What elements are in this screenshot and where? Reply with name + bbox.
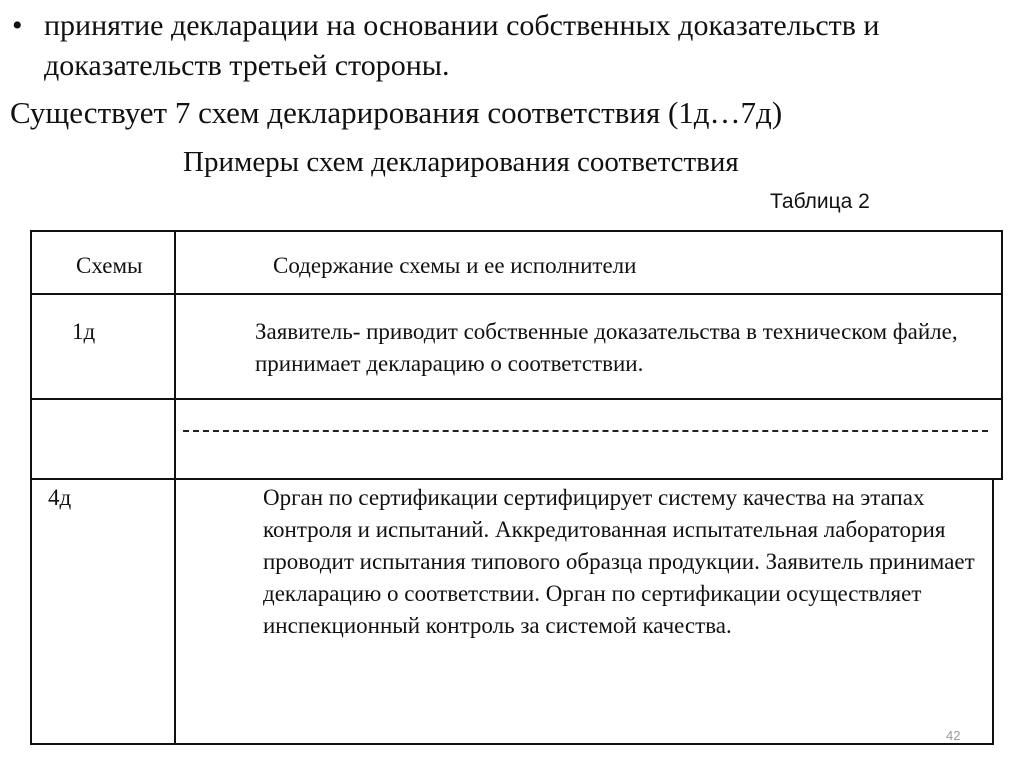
table-title: Примеры схем декларирования соответствия xyxy=(183,146,739,178)
bullet-marker: • xyxy=(12,9,23,42)
header-content: Содержание схемы и ее исполнители xyxy=(273,253,637,278)
table-border-left xyxy=(30,230,32,745)
table-border-bottom xyxy=(30,743,994,745)
table-column-divider xyxy=(174,230,176,745)
row-scheme-1d: 1д xyxy=(72,319,96,344)
table-label: Таблица 2 xyxy=(770,190,870,213)
page-number: 42 xyxy=(946,728,961,743)
table-border-right-upper xyxy=(1001,230,1003,480)
header-schemes: Схемы xyxy=(76,253,143,278)
bullet-text: принятие декларации на основании собственных доказательств и доказательств третьей стороны. xyxy=(44,9,880,82)
table-border-right-lower xyxy=(992,478,994,745)
dashed-separator xyxy=(183,430,988,432)
schemes-statement: Существует 7 схем декларирования соответствия (1д…7д) xyxy=(10,95,783,130)
row-content-4d: Орган по сертификации сертифицирует систему качества на этапах контроля и испытаний. Аккредитованная испытательная лаборатория проводит испытания типового образца продукции. Заявитель принимает декларацию о соответствии. Орган по сертификации осуществляет инспекционный контроль за системой качества. xyxy=(263,485,975,638)
row-scheme-4d: 4д xyxy=(48,485,72,510)
row-content-1d: Заявитель- приводит собственные доказательства в техническом файле, принимает декларацию о соответствии. xyxy=(255,319,958,376)
